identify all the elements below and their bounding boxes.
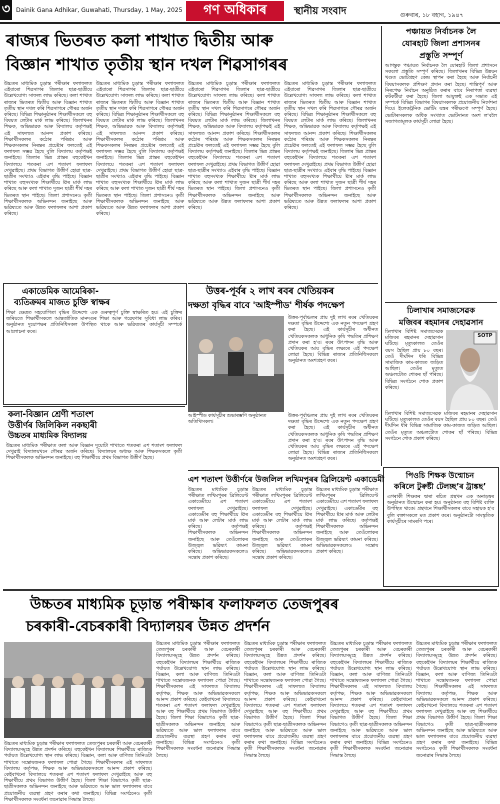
obituary-body: ঢিলাখাৰ বিশিষ্ট সমাজসেৱক মজিবৰ ৰহমানৰ দেহাৱসান ঘটিছে। মৃত্যুকালত তেওঁৰ বয়স হৈছিল প্ৰায় ৮০ বছৰ। তেওঁ দীৰ্ঘদিন ধৰি বিভিন্ন সামাজিক কাম-কাজত জড়িত আছিল। তেওঁৰ মৃত্যুত অঞ্চলটোত শোকৰ ছাঁ পৰিছে। বিভিন্ন সংগঠনে শোক প্ৰকাশ কৰিছে। bbox=[385, 330, 443, 391]
right-headline-2: যোৰহাট জিলা প্ৰশাসনৰ bbox=[401, 38, 481, 48]
top-article-col-1: উচ্চতৰ মাধ্যমিক চূড়ান্ত পৰীক্ষাৰ ফলাফলত এইবাৰো শিৱসাগৰ জিলাৰ ছাত্ৰ-ছাত্ৰীয়ে উল্লেখযোগ্য সাফল্য লাভ কৰিছে। কলা শাখাত ৰাজ্যৰ ভিতৰত দ্বিতীয় আৰু বিজ্ঞান শাখাত তৃতীয় স্থান দখল কৰি শিৱসাগৰে গৌৰৱ অৰ্জন কৰিছে। বিভিন্ন শিক্ষানুষ্ঠানৰ শিক্ষাৰ্থীসকলে বহু বিষয়ত লেটাৰ মাৰ্ক লাভ কৰিছে। জিলাখনৰ শিক্ষক, অভিভাৱক আৰু বিদ্যালয় কৰ্তৃপক্ষই এই সাফল্যত আনন্দ প্ৰকাশ কৰিছে। শিক্ষাৰ্থীসকলৰ কঠোৰ পৰিশ্ৰম আৰু শিক্ষকসকলৰ নিৰন্তৰ প্ৰচেষ্টাৰ ফলতেই এই ফলাফল সম্ভৱ হৈছে বুলি বিদ্যালয় কৰ্তৃপক্ষই জনাইছে। জিলাৰ ভিন্ন প্ৰান্তৰ বহুকেইখন বিদ্যালয়ে শতকৰা এশ শতাংশ ফলাফল দেখুৱাইছে। প্ৰথম বিভাগত উত্তীৰ্ণ হোৱা ছাত্ৰ-ছাত্ৰীৰ সংখ্যাও এইবাৰ বৃদ্ধি পাইছে। বিজ্ঞান শাখাত বহুসংখ্যক শিক্ষাৰ্থীয়ে ষ্টাৰ মাৰ্ক লাভ কৰিছে আৰু কলা শাখাত দুজন ছাত্ৰী শীৰ্ষ দহৰ ভিতৰত স্থান পাইছে। জিলা প্ৰশাসনেও কৃতী শিক্ষাৰ্থীসকলক অভিনন্দন জনাইছে আৰু ভৱিষ্যতে আৰু উন্নত ফলাফলৰ আশা প্ৰকাশ কৰিছে। bbox=[4, 82, 92, 218]
middle-photo-caption: আইস্পীড কাৰ্যসূচীৰ শুভাৰম্ভণি অনুষ্ঠানত অতিথিসকল। bbox=[188, 414, 267, 425]
page-header bbox=[0, 0, 500, 24]
teacher-headline-1: পিওচি শিক্ষক উন্মোচন bbox=[405, 471, 475, 480]
rubber-event-photo bbox=[188, 316, 284, 412]
top-headline-2: বিজ্ঞান শাখাত তৃতীয় স্থান দখল শিৱসাগৰৰ bbox=[6, 55, 288, 74]
left-box2-headline-1: কলা-বিজ্ঞান শ্ৰেণী শতাংশ bbox=[8, 409, 94, 419]
teacher-headline-2: কৰিলে টুৰুষ্টী টেলচ্ছ’ৰ ট্ৰাঙ্কছ’ bbox=[393, 482, 487, 491]
bottom-headline-2: চৰকাৰী-বেচৰকাৰী বিদ্যালয়ৰ উন্নত প্ৰদৰ্শন bbox=[26, 618, 270, 635]
middle-subhead: দক্ষতা বৃদ্ধিৰ বাবে 'আইস্পীড' শীৰ্ষক পদক্ষেপ bbox=[188, 301, 345, 311]
column-divider bbox=[381, 26, 382, 466]
page-number: ৩ bbox=[0, 0, 12, 20]
left-box2-headline-3: উচ্চতৰ মাধ্যমিক বিদ্যালয় bbox=[8, 431, 87, 440]
photo-sign-text: SOTP bbox=[477, 333, 493, 339]
academy-col-3: উচ্চতৰ মাধ্যমিক চূড়ান্ত পৰীক্ষাত লখিমপুৰৰ ব্ৰিলিয়েণ্ট একাডেমীয়ে এশ শতাংশ ফলাফল দেখুৱাইছে। একাডেমীৰ বহু শিক্ষাৰ্থীয়ে ষ্টাৰ মাৰ্ক আৰু লেটাৰ মাৰ্ক লাভ কৰিছে। কৰ্তৃপক্ষই শিক্ষাৰ্থীসকলক অভিনন্দন জনাইছে আৰু তেওঁলোকৰ উজ্জ্বল ভৱিষ্যৎ কামনা কৰিছে। অভিভাৱকসকলেও সন্তোষ প্ৰকাশ কৰিছে। bbox=[316, 488, 378, 556]
left-box2-headline-2: উত্তীৰ্ণৰ জিলিকিল নকছাৰী bbox=[8, 420, 98, 430]
teacher-article-body: এগৰাকী শিক্ষকৰ দ্বাৰা ৰচিত গ্ৰন্থখন এক অনাড়ম্বৰ অনুষ্ঠানত উন্মোচন কৰা হয়। অনুষ্ঠানত বহু বিশিষ্ট ব্যক্তি উপস্থিত থাকে। গ্ৰন্থখনে শিক্ষাৰ্থীসকলৰ বাবে সহায়ক হ'ব বুলি বক্তাসকলে মত প্ৰকাশ কৰে। অনুষ্ঠানটো সাংস্কৃতিক কাৰ্যসূচীৰে সামৰণি পৰে। bbox=[387, 495, 494, 525]
divider bbox=[188, 283, 378, 284]
bottom-article-col-3: উচ্চতৰ মাধ্যমিক চূড়ান্ত পৰীক্ষাৰ ফলাফলত তেজপুৰৰ চৰকাৰী আৰু বেচৰকাৰী বিদ্যালয়সমূহে উন্নত প্ৰদৰ্শন কৰিছে। বহুকেইখন বিদ্যালয়ৰ শিক্ষাৰ্থীয়ে ৰাজ্যিক পৰ্যায়ত উল্লেখযোগ্য স্থান লাভ কৰিছে। বিজ্ঞান, কলা আৰু বাণিজ্য তিনিওটা শাখাতে সন্তোষজনক ফলাফল পোৱা গৈছে। শিক্ষাৰ্থীসকলৰ এই সাফল্যত বিদ্যালয় কৰ্তৃপক্ষ, শিক্ষক আৰু অভিভাৱকসকলে আনন্দ প্ৰকাশ কৰিছে। কেইবাখনো বিদ্যালয়ে শতকৰা এশ শতাংশ ফলাফল দেখুৱাইছে আৰু বহু শিক্ষাৰ্থীয়ে প্ৰথম বিভাগত উত্তীৰ্ণ হৈছে। জিলা শিক্ষা বিভাগেও কৃতী ছাত্ৰ-ছাত্ৰীসকলক অভিনন্দন জনাইছে আৰু ভৱিষ্যতে আৰু ভাল ফলাফলৰ বাবে প্ৰয়োজনীয় ব্যৱস্থা গ্ৰহণ কৰাৰ কথা জনাইছে। বিভিন্ন সংগঠনেও কৃতী শিক্ষাৰ্থীসকলক সংবৰ্ধনা জনোৱাৰ সিদ্ধান্ত লৈছে। bbox=[244, 642, 326, 759]
left-box-headline-1: একাডেমিক আমেৰিকা- bbox=[22, 286, 99, 296]
date-line: Dainik Gana Adhikar, Guwahati, Thursday, 1 May, 2025 bbox=[16, 7, 183, 14]
left-box-body: শিক্ষা ক্ষেত্ৰত সহযোগিতা বৃদ্ধিৰ উদ্দেশ্যে এক গুৰুত্বপূৰ্ণ চুক্তি স্বাক্ষৰিত হয়। এই চুক্তিৰ জৰিয়তে শিক্ষাৰ্থীসকলে আন্তৰ্জাতিক মানদণ্ডৰ শিক্ষা আৰু গৱেষণাৰ সুবিধা লাভ কৰিব। অনুষ্ঠানত দুয়োপক্ষৰ প্ৰতিনিধিসকল উপস্থিত থাকে আৰু ভৱিষ্যতৰ কাৰ্যসূচী সম্পৰ্কে আলোচনা কৰে। bbox=[6, 311, 182, 335]
students-illustration bbox=[4, 642, 152, 738]
bottom-article-col-4: উচ্চতৰ মাধ্যমিক চূড়ান্ত পৰীক্ষাৰ ফলাফলত তেজপুৰৰ চৰকাৰী আৰু বেচৰকাৰী বিদ্যালয়সমূহে উন্নত প্ৰদৰ্শন কৰিছে। বহুকেইখন বিদ্যালয়ৰ শিক্ষাৰ্থীয়ে ৰাজ্যিক পৰ্যায়ত উল্লেখযোগ্য স্থান লাভ কৰিছে। বিজ্ঞান, কলা আৰু বাণিজ্য তিনিওটা শাখাতে সন্তোষজনক ফলাফল পোৱা গৈছে। শিক্ষাৰ্থীসকলৰ এই সাফল্যত বিদ্যালয় কৰ্তৃপক্ষ, শিক্ষক আৰু অভিভাৱকসকলে আনন্দ প্ৰকাশ কৰিছে। কেইবাখনো বিদ্যালয়ে শতকৰা এশ শতাংশ ফলাফল দেখুৱাইছে আৰু বহু শিক্ষাৰ্থীয়ে প্ৰথম বিভাগত উত্তীৰ্ণ হৈছে। জিলা শিক্ষা বিভাগেও কৃতী ছাত্ৰ-ছাত্ৰীসকলক অভিনন্দন জনাইছে আৰু ভৱিষ্যতে আৰু ভাল ফলাফলৰ বাবে প্ৰয়োজনীয় ব্যৱস্থা গ্ৰহণ কৰাৰ কথা জনাইছে। বিভিন্ন সংগঠনেও কৃতী শিক্ষাৰ্থীসকলক সংবৰ্ধনা জনোৱাৰ সিদ্ধান্ত লৈছে। bbox=[330, 642, 412, 759]
left-box2-body: উচ্চতৰ মাধ্যমিক পৰীক্ষাত কলা আৰু বিজ্ঞান দুয়োটা শাখাতে শতকৰা এশ শতাংশ ফলাফল দেখুৱাই বিদ্যালয়খনে গৌৰৱ অৰ্জন কৰিছে। বিদ্যালয়ৰ অধ্যক্ষ আৰু শিক্ষকসকলে কৃতী শিক্ষাৰ্থীসকলক অভিনন্দন জনাইছে। বহু শিক্ষাৰ্থীয়ে প্ৰথম বিভাগত উত্তীৰ্ণ হৈছে। bbox=[6, 444, 182, 462]
top-article-col-2: উচ্চতৰ মাধ্যমিক চূড়ান্ত পৰীক্ষাৰ ফলাফলত এইবাৰো শিৱসাগৰ জিলাৰ ছাত্ৰ-ছাত্ৰীয়ে উল্লেখযোগ্য সাফল্য লাভ কৰিছে। কলা শাখাত ৰাজ্যৰ ভিতৰত দ্বিতীয় আৰু বিজ্ঞান শাখাত তৃতীয় স্থান দখল কৰি শিৱসাগৰে গৌৰৱ অৰ্জন কৰিছে। বিভিন্ন শিক্ষানুষ্ঠানৰ শিক্ষাৰ্থীসকলে বহু বিষয়ত লেটাৰ মাৰ্ক লাভ কৰিছে। জিলাখনৰ শিক্ষক, অভিভাৱক আৰু বিদ্যালয় কৰ্তৃপক্ষই এই সাফল্যত আনন্দ প্ৰকাশ কৰিছে। শিক্ষাৰ্থীসকলৰ কঠোৰ পৰিশ্ৰম আৰু শিক্ষকসকলৰ নিৰন্তৰ প্ৰচেষ্টাৰ ফলতেই এই ফলাফল সম্ভৱ হৈছে বুলি বিদ্যালয় কৰ্তৃপক্ষই জনাইছে। জিলাৰ ভিন্ন প্ৰান্তৰ বহুকেইখন বিদ্যালয়ে শতকৰা এশ শতাংশ ফলাফল দেখুৱাইছে। প্ৰথম বিভাগত উত্তীৰ্ণ হোৱা ছাত্ৰ-ছাত্ৰীৰ সংখ্যাও এইবাৰ বৃদ্ধি পাইছে। বিজ্ঞান শাখাত বহুসংখ্যক শিক্ষাৰ্থীয়ে ষ্টাৰ মাৰ্ক লাভ কৰিছে আৰু কলা শাখাত দুজন ছাত্ৰী শীৰ্ষ দহৰ ভিতৰত স্থান পাইছে। জিলা প্ৰশাসনেও কৃতী শিক্ষাৰ্থীসকলক অভিনন্দন জনাইছে আৰু ভৱিষ্যতে আৰু উন্নত ফলাফলৰ আশা প্ৰকাশ কৰিছে। bbox=[96, 82, 184, 218]
obituary-headline-1: ঢিলাখাৰ সমাজসেৱক bbox=[407, 306, 475, 315]
right-headline-3: প্ৰস্তুতি সম্পূৰ্ণ bbox=[419, 50, 463, 60]
bottom-article-col-1: উচ্চতৰ মাধ্যমিক চূড়ান্ত পৰীক্ষাৰ ফলাফলত তেজপুৰৰ চৰকাৰী আৰু বেচৰকাৰী বিদ্যালয়সমূহে উন্নত প্ৰদৰ্শন কৰিছে। বহুকেইখন বিদ্যালয়ৰ শিক্ষাৰ্থীয়ে ৰাজ্যিক পৰ্যায়ত উল্লেখযোগ্য স্থান লাভ কৰিছে। বিজ্ঞান, কলা আৰু বাণিজ্য তিনিওটা শাখাতে সন্তোষজনক ফলাফল পোৱা গৈছে। শিক্ষাৰ্থীসকলৰ এই সাফল্যত বিদ্যালয় কৰ্তৃপক্ষ, শিক্ষক আৰু অভিভাৱকসকলে আনন্দ প্ৰকাশ কৰিছে। কেইবাখনো বিদ্যালয়ে শতকৰা এশ শতাংশ ফলাফল দেখুৱাইছে আৰু বহু শিক্ষাৰ্থীয়ে প্ৰথম বিভাগত উত্তীৰ্ণ হৈছে। জিলা শিক্ষা বিভাগেও কৃতী ছাত্ৰ-ছাত্ৰীসকলক অভিনন্দন জনাইছে আৰু ভৱিষ্যতে আৰু ভাল ফলাফলৰ বাবে প্ৰয়োজনীয় ব্যৱস্থা গ্ৰহণ কৰাৰ কথা জনাইছে। বিভিন্ন সংগঠনেও কৃতী শিক্ষাৰ্থীসকলক সংবৰ্ধনা জনোৱাৰ সিদ্ধান্ত লৈছে। bbox=[4, 742, 152, 803]
date-assamese: গুৰুবাৰ, ১৮ বহাগ, ১৯৪৭ bbox=[400, 12, 464, 19]
top-headline-1: ৰাজ্যৰ ভিতৰত কলা শাখাত দ্বিতীয় আৰু bbox=[6, 31, 273, 50]
middle-article-body-cont: উত্তৰ-পূৰ্বাঞ্চলৰ প্ৰায় দুই লাখ ৰবৰ খেতিয়কৰ দক্ষতা বৃদ্ধিৰ উদ্দেশ্যে এক নতুন পদক্ষেপ গ্ৰহণ কৰা হৈছে। এই কাৰ্যসূচীৰ অধীনত খেতিয়কসকলক আধুনিক কৃষি পদ্ধতিৰ প্ৰশিক্ষণ প্ৰদান কৰা হ'ব। ৰবৰ উৎপাদন বৃদ্ধি আৰু খেতিয়কৰ আয় বৃদ্ধিৰ লক্ষ্যৰে এই পদক্ষেপ লোৱা হৈছে। বিভিন্ন ৰাজ্যৰ প্ৰতিনিধিসকলে অনুষ্ঠানত অংশগ্ৰহণ কৰে। bbox=[288, 414, 378, 463]
obituary-headline-2: মজিবৰ ৰহমানৰ দেহাৱসান bbox=[398, 318, 484, 327]
academy-col-1: উচ্চতৰ মাধ্যমিক চূড়ান্ত পৰীক্ষাত লখিমপুৰৰ ব্ৰিলিয়েণ্ট একাডেমীয়ে এশ শতাংশ ফলাফল দেখুৱাইছে। একাডেমীৰ বহু শিক্ষাৰ্থীয়ে ষ্টাৰ মাৰ্ক আৰু লেটাৰ মাৰ্ক লাভ কৰিছে। কৰ্তৃপক্ষই শিক্ষাৰ্থীসকলক অভিনন্দন জনাইছে আৰু তেওঁলোকৰ উজ্জ্বল ভৱিষ্যৎ কামনা কৰিছে। অভিভাৱকসকলেও সন্তোষ প্ৰকাশ কৰিছে। bbox=[188, 488, 248, 562]
top-article-col-4: উচ্চতৰ মাধ্যমিক চূড়ান্ত পৰীক্ষাৰ ফলাফলত এইবাৰো শিৱসাগৰ জিলাৰ ছাত্ৰ-ছাত্ৰীয়ে উল্লেখযোগ্য সাফল্য লাভ কৰিছে। কলা শাখাত ৰাজ্যৰ ভিতৰত দ্বিতীয় আৰু বিজ্ঞান শাখাত তৃতীয় স্থান দখল কৰি শিৱসাগৰে গৌৰৱ অৰ্জন কৰিছে। বিভিন্ন শিক্ষানুষ্ঠানৰ শিক্ষাৰ্থীসকলে বহু বিষয়ত লেটাৰ মাৰ্ক লাভ কৰিছে। জিলাখনৰ শিক্ষক, অভিভাৱক আৰু বিদ্যালয় কৰ্তৃপক্ষই এই সাফল্যত আনন্দ প্ৰকাশ কৰিছে। শিক্ষাৰ্থীসকলৰ কঠোৰ পৰিশ্ৰম আৰু শিক্ষকসকলৰ নিৰন্তৰ প্ৰচেষ্টাৰ ফলতেই এই ফলাফল সম্ভৱ হৈছে বুলি বিদ্যালয় কৰ্তৃপক্ষই জনাইছে। জিলাৰ ভিন্ন প্ৰান্তৰ বহুকেইখন বিদ্যালয়ে শতকৰা এশ শতাংশ ফলাফল দেখুৱাইছে। প্ৰথম বিভাগত উত্তীৰ্ণ হোৱা ছাত্ৰ-ছাত্ৰীৰ সংখ্যাও এইবাৰ বৃদ্ধি পাইছে। বিজ্ঞান শাখাত বহুসংখ্যক শিক্ষাৰ্থীয়ে ষ্টাৰ মাৰ্ক লাভ কৰিছে আৰু কলা শাখাত দুজন ছাত্ৰী শীৰ্ষ দহৰ ভিতৰত স্থান পাইছে। জিলা প্ৰশাসনেও কৃতী শিক্ষাৰ্থীসকলক অভিনন্দন জনাইছে আৰু ভৱিষ্যতে আৰু উন্নত ফলাফলৰ আশা প্ৰকাশ কৰিছে। bbox=[284, 82, 376, 212]
left-box-headline-2: ব্যতিক্ৰমৰ মাজত চুক্তি স্বাক্ষৰ bbox=[14, 297, 110, 307]
students-photo bbox=[4, 642, 152, 738]
obituary-body-cont: ঢিলাখাৰ বিশিষ্ট সমাজসেৱক মজিবৰ ৰহমানৰ দেহাৱসান ঘটিছে। মৃত্যুকালত তেওঁৰ বয়স হৈছিল প্ৰায় ৮০ বছৰ। তেওঁ দীৰ্ঘদিন ধৰি বিভিন্ন সামাজিক কাম-কাজত জড়িত আছিল। তেওঁৰ মৃত্যুত অঞ্চলটোত শোকৰ ছাঁ পৰিছে। বিভিন্ন সংগঠনে শোক প্ৰকাশ কৰিছে। bbox=[385, 412, 497, 442]
academy-headline: এশ শতাংশ উত্তীৰ্ণৰে উজলিল লখিমপুৰৰ ব্ৰিলিয়েণ্ট একাডেমী bbox=[188, 475, 385, 484]
middle-article-body: উত্তৰ-পূৰ্বাঞ্চলৰ প্ৰায় দুই লাখ ৰবৰ খেতিয়কৰ দক্ষতা বৃদ্ধিৰ উদ্দেশ্যে এক নতুন পদক্ষেপ গ্ৰহণ কৰা হৈছে। এই কাৰ্যসূচীৰ অধীনত খেতিয়কসকলক আধুনিক কৃষি পদ্ধতিৰ প্ৰশিক্ষণ প্ৰদান কৰা হ'ব। ৰবৰ উৎপাদন বৃদ্ধি আৰু খেতিয়কৰ আয় বৃদ্ধিৰ লক্ষ্যৰে এই পদক্ষেপ লোৱা হৈছে। বিভিন্ন ৰাজ্যৰ প্ৰতিনিধিসকলে অনুষ্ঠানত অংশগ্ৰহণ কৰে। bbox=[288, 316, 378, 365]
section-title: স্থানীয় সংবাদ bbox=[294, 6, 347, 17]
meeting-illustration bbox=[188, 316, 284, 412]
middle-headline: উত্তৰ-পূৰ্বৰ ২ লাখ ৰবৰ খেতিয়কৰ bbox=[206, 286, 334, 297]
academy-col-2: উচ্চতৰ মাধ্যমিক চূড়ান্ত পৰীক্ষাত লখিমপুৰৰ ব্ৰিলিয়েণ্ট একাডেমীয়ে এশ শতাংশ ফলাফল দেখুৱাইছে। একাডেমীৰ বহু শিক্ষাৰ্থীয়ে ষ্টাৰ মাৰ্ক আৰু লেটাৰ মাৰ্ক লাভ কৰিছে। কৰ্তৃপক্ষই শিক্ষাৰ্থীসকলক অভিনন্দন জনাইছে আৰু তেওঁলোকৰ উজ্জ্বল ভৱিষ্যৎ কামনা কৰিছে। অভিভাৱকসকলেও সন্তোষ প্ৰকাশ কৰিছে। bbox=[252, 488, 312, 562]
masthead-logo: গণ অধিকাৰ bbox=[186, 1, 284, 21]
right-headline-1: পঞ্চায়ত নিৰ্বাচনক লৈ bbox=[405, 26, 477, 36]
divider bbox=[385, 302, 497, 303]
top-article-col-3: উচ্চতৰ মাধ্যমিক চূড়ান্ত পৰীক্ষাৰ ফলাফলত এইবাৰো শিৱসাগৰ জিলাৰ ছাত্ৰ-ছাত্ৰীয়ে উল্লেখযোগ্য সাফল্য লাভ কৰিছে। কলা শাখাত ৰাজ্যৰ ভিতৰত দ্বিতীয় আৰু বিজ্ঞান শাখাত তৃতীয় স্থান দখল কৰি শিৱসাগৰে গৌৰৱ অৰ্জন কৰিছে। বিভিন্ন শিক্ষানুষ্ঠানৰ শিক্ষাৰ্থীসকলে বহু বিষয়ত লেটাৰ মাৰ্ক লাভ কৰিছে। জিলাখনৰ শিক্ষক, অভিভাৱক আৰু বিদ্যালয় কৰ্তৃপক্ষই এই সাফল্যত আনন্দ প্ৰকাশ কৰিছে। শিক্ষাৰ্থীসকলৰ কঠোৰ পৰিশ্ৰম আৰু শিক্ষকসকলৰ নিৰন্তৰ প্ৰচেষ্টাৰ ফলতেই এই ফলাফল সম্ভৱ হৈছে বুলি বিদ্যালয় কৰ্তৃপক্ষই জনাইছে। জিলাৰ ভিন্ন প্ৰান্তৰ বহুকেইখন বিদ্যালয়ে শতকৰা এশ শতাংশ ফলাফল দেখুৱাইছে। প্ৰথম বিভাগত উত্তীৰ্ণ হোৱা ছাত্ৰ-ছাত্ৰীৰ সংখ্যাও এইবাৰ বৃদ্ধি পাইছে। বিজ্ঞান শাখাত বহুসংখ্যক শিক্ষাৰ্থীয়ে ষ্টাৰ মাৰ্ক লাভ কৰিছে আৰু কলা শাখাত দুজন ছাত্ৰী শীৰ্ষ দহৰ ভিতৰত স্থান পাইছে। জিলা প্ৰশাসনেও কৃতী শিক্ষাৰ্থীসকলক অভিনন্দন জনাইছে আৰু ভৱিষ্যতে আৰু উন্নত ফলাফলৰ আশা প্ৰকাশ কৰিছে। bbox=[188, 82, 280, 212]
bottom-article-col-2: উচ্চতৰ মাধ্যমিক চূড়ান্ত পৰীক্ষাৰ ফলাফলত তেজপুৰৰ চৰকাৰী আৰু বেচৰকাৰী বিদ্যালয়সমূহে উন্নত প্ৰদৰ্শন কৰিছে। বহুকেইখন বিদ্যালয়ৰ শিক্ষাৰ্থীয়ে ৰাজ্যিক পৰ্যায়ত উল্লেখযোগ্য স্থান লাভ কৰিছে। বিজ্ঞান, কলা আৰু বাণিজ্য তিনিওটা শাখাতে সন্তোষজনক ফলাফল পোৱা গৈছে। শিক্ষাৰ্থীসকলৰ এই সাফল্যত বিদ্যালয় কৰ্তৃপক্ষ, শিক্ষক আৰু অভিভাৱকসকলে আনন্দ প্ৰকাশ কৰিছে। কেইবাখনো বিদ্যালয়ে শতকৰা এশ শতাংশ ফলাফল দেখুৱাইছে আৰু বহু শিক্ষাৰ্থীয়ে প্ৰথম বিভাগত উত্তীৰ্ণ হৈছে। জিলা শিক্ষা বিভাগেও কৃতী ছাত্ৰ-ছাত্ৰীসকলক অভিনন্দন জনাইছে আৰু ভৱিষ্যতে আৰু ভাল ফলাফলৰ বাবে প্ৰয়োজনীয় ব্যৱস্থা গ্ৰহণ কৰাৰ কথা জনাইছে। বিভিন্ন সংগঠনেও কৃতী শিক্ষাৰ্থীসকলক সংবৰ্ধনা জনোৱাৰ সিদ্ধান্ত লৈছে। bbox=[156, 642, 240, 759]
right-article-body: আগন্তুক পঞ্চায়ত নিৰ্বাচনক লৈ যোৰহাট জিলা প্ৰশাসনে সকলো প্ৰস্তুতি সম্পূৰ্ণ কৰিছে। জিলাখনৰ বিভিন্ন উন্নয়ন খণ্ডত ভোটগ্ৰহণ কেন্দ্ৰ স্থাপন কৰা হৈছে আৰু নিৰ্বাচনী বিষয়াসকলক প্ৰশিক্ষণ প্ৰদান কৰা হৈছে। শান্তিপূৰ্ণ আৰু নিৰপেক্ষ নিৰ্বাচন অনুষ্ঠিত কৰাৰ বাবে নিৰাপত্তা ব্যৱস্থা কটকটীয়া কৰা হৈছে। জিলা আয়ুক্তই এক সভাত এই সম্পৰ্কে বিভিন্ন বিভাগৰ বিষয়াসকলক প্ৰয়োজনীয় নিৰ্দেশনা দিয়ে। ইলেকট্ৰনিক ভোটিং যন্ত্ৰৰ পৰীক্ষণো সম্পূৰ্ণ হৈছে। ভোটাৰসকলক অধিক সংখ্যাত ভোটদানত অংশ ল'বলৈ সজাগতামূলক কাৰ্যসূচী লোৱা হৈছে। bbox=[385, 64, 497, 125]
portrait-illustration bbox=[446, 330, 498, 410]
divider bbox=[188, 470, 380, 471]
divider bbox=[3, 589, 497, 591]
obituary-photo bbox=[446, 330, 498, 410]
bottom-headline-1: উচ্চতৰ মাধ্যমিক চূড়ান্ত পৰীক্ষাৰ ফলাফলত তেজপুৰৰ bbox=[30, 596, 339, 613]
divider bbox=[3, 406, 185, 407]
bottom-article-col-5: উচ্চতৰ মাধ্যমিক চূড়ান্ত পৰীক্ষাৰ ফলাফলত তেজপুৰৰ চৰকাৰী আৰু বেচৰকাৰী বিদ্যালয়সমূহে উন্নত প্ৰদৰ্শন কৰিছে। বহুকেইখন বিদ্যালয়ৰ শিক্ষাৰ্থীয়ে ৰাজ্যিক পৰ্যায়ত উল্লেখযোগ্য স্থান লাভ কৰিছে। বিজ্ঞান, কলা আৰু বাণিজ্য তিনিওটা শাখাতে সন্তোষজনক ফলাফল পোৱা গৈছে। শিক্ষাৰ্থীসকলৰ এই সাফল্যত বিদ্যালয় কৰ্তৃপক্ষ, শিক্ষক আৰু অভিভাৱকসকলে আনন্দ প্ৰকাশ কৰিছে। কেইবাখনো বিদ্যালয়ে শতকৰা এশ শতাংশ ফলাফল দেখুৱাইছে আৰু বহু শিক্ষাৰ্থীয়ে প্ৰথম বিভাগত উত্তীৰ্ণ হৈছে। জিলা শিক্ষা বিভাগেও কৃতী ছাত্ৰ-ছাত্ৰীসকলক অভিনন্দন জনাইছে আৰু ভৱিষ্যতে আৰু ভাল ফলাফলৰ বাবে প্ৰয়োজনীয় ব্যৱস্থা গ্ৰহণ কৰাৰ কথা জনাইছে। বিভিন্ন সংগঠনেও কৃতী শিক্ষাৰ্থীসকলক সংবৰ্ধনা জনোৱাৰ সিদ্ধান্ত লৈছে। bbox=[416, 642, 497, 759]
